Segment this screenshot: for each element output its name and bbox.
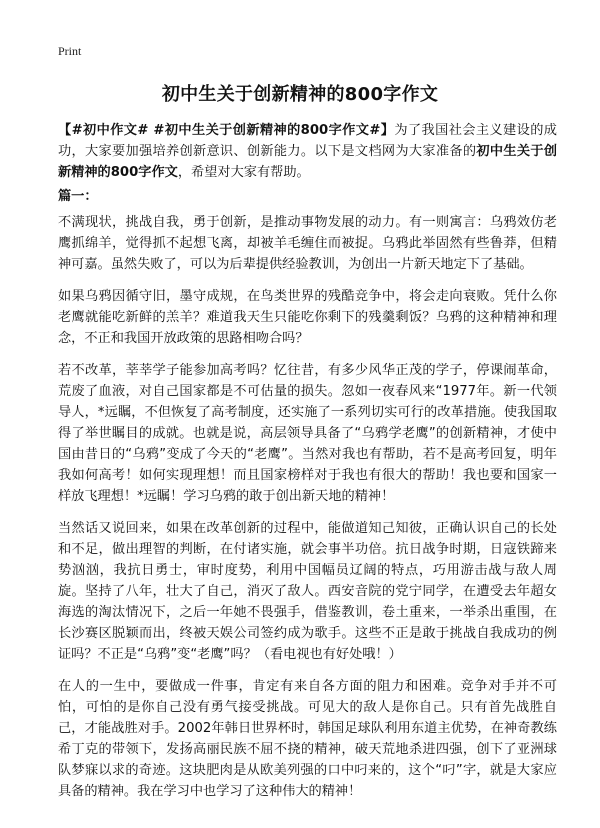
- article-body: [58, 212, 557, 813]
- page-title: 初中生关于创新精神的800字作文: [161, 84, 439, 105]
- intro-text: 为了我国社会主义建设的成功，大家要加强培养创新意识、创新能力。以下是文档网为大家准备的: [58, 123, 557, 159]
- body-paragraph-1: 不满现状，挑战自我，勇于创新，是推动事物发展的动力。有一则寓言：乌鸦效仿老鹰抓绵羊，觉得抓不起想飞离，却被羊毛缠住而被捉。乌鸦此举固然有些鲁莽，但精神可嘉。虽然失败了，可以为后辈提供经验教训，为创出一片新天地定下了基础。: [58, 215, 557, 272]
- body-paragraph-3: 若不改革，莘莘学子能参加高考吗？忆往昔，有多少风华正茂的学子，停课闹革命，荒废了血液，对自己国家都是不可估量的损失。忽如一夜春风来“1977年。新一代领导人，*远瞩，不但恢复了高考制度，还实施了一系列切实可行的改革措施。使我国取得了举世瞩目的成就。也就是说，高层领导具备了“乌鸦学老鹰”的创新精神，才使中国由昔日的“乌鸦”变成了今天的“老鹰”。当然对我也有帮助，若不是高考回复，明年我如何高考！如何实现理想！而且国家榜样对于我也有很大的帮助！我也要和国家一样放飞理想！*远瞩！学习乌鸦的敢于创出新天地的精神！: [58, 363, 557, 504]
- body-paragraph-2: 如果乌鸦因循守旧，墨守成规，在鸟类世界的残酷竞争中，将会走向衰败。凭什么你老鹰就能吃新鲜的羔羊？难道我天生只能吃你剩下的残羹剩饭？乌鸦的这种精神和理念，不正和我国开放政策的思路相吻合吗？: [58, 289, 557, 346]
- intro-paragraph: [58, 120, 557, 183]
- print-link[interactable]: Print: [58, 44, 82, 58]
- section-heading: 篇一：: [58, 189, 98, 204]
- intro-text-end: ，希望对大家有帮助。: [177, 165, 310, 180]
- intro-tag: 【#初中作文# #初中生关于创新精神的800字作文#】: [58, 123, 395, 138]
- intro-highlight: 初中生关于创新精神的800字作文: [58, 144, 558, 180]
- body-paragraph-4: 当然话又说回来，如果在改革创新的过程中，能做道知己知彼，正确认识自己的长处和不足，做出理智的判断，在付诸实施，就会事半功倍。抗日战争时期，日寇铁蹄来势汹汹，我抗日勇士，审时度势，利用中国幅员辽阔的特点，巧用游击战与敌人周旋。坚持了八年，壮大了自己，消灭了敌人。西安音院的党宁同学，在遭受去年超女海选的淘汰情况下，之后一年她不畏强手，借鉴教训，卷土重来，一举杀出重围，在长沙赛区脱颖而出，终被天娱公司签约成为歌手。这些不正是敢于挑战自我成功的例证吗？不正是“乌鸦”变“老鹰”吗？（看电视也有好处哦！）: [58, 521, 557, 662]
- body-paragraph-5: 在人的一生中，要做成一件事，肯定有来自各方面的阻力和困难。竞争对手并不可怕，可怕的是你自己没有勇气接受挑战。可见大的敌人是你自己。只有首先战胜自己，才能战胜对手。2002年韩日世界杯时，韩国足球队利用东道主优势，在神奇教练希丁克的带领下，发扬高丽民族不屈不挠的精神，破天荒地杀进四强，创下了亚洲球队梦寐以求的奇迹。这块肥肉是从欧美列强的口中叼来的，这个“叼”字，就是大家应具备的精神。我在学习中也学习了这种伟大的精神！: [58, 679, 557, 799]
